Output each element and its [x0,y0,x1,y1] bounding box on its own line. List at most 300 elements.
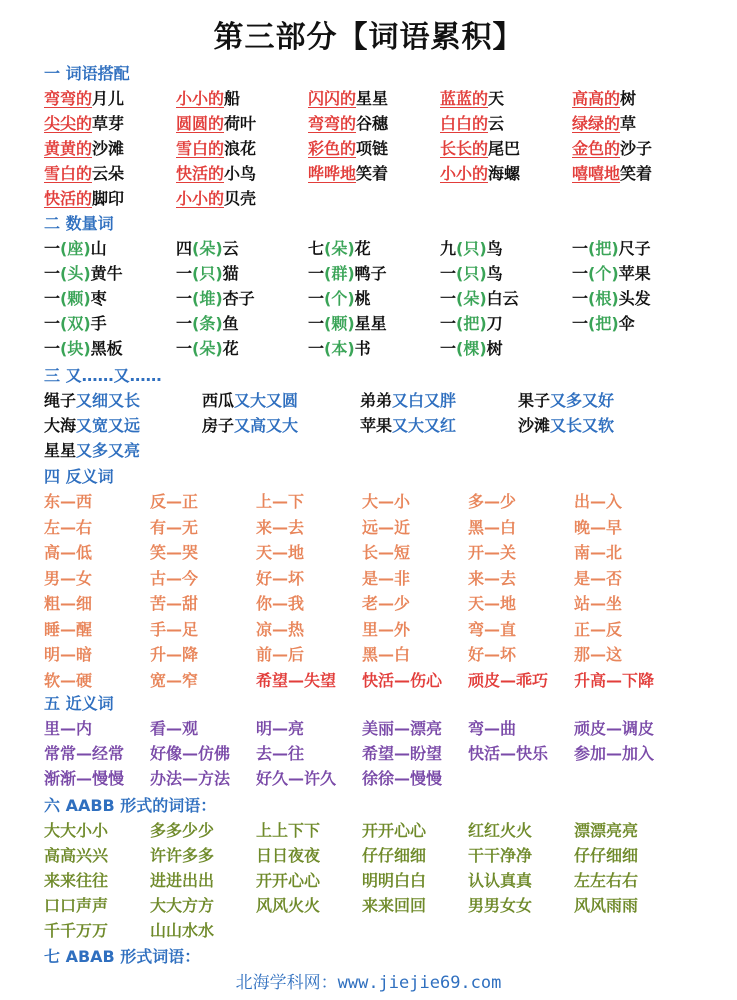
synonym-pair: 好久—许久 [256,769,337,788]
aabb-row [44,818,639,843]
measure-classifier: (把) [588,239,619,258]
section-heading: 五 近义词 [44,694,114,713]
synonym-pair: 快活—快乐 [468,744,549,763]
measure-word-cell [572,261,651,286]
antonym-pair: 是—非 [362,568,411,588]
measure-classifier: (朵) [456,289,487,308]
section-heading: 三 又……又…… [44,366,162,385]
collocation-noun: 谷穗 [356,114,389,133]
antonym-pair: 多—少 [468,492,517,511]
aabb-word: 红红火火 [468,821,533,840]
antonym-pair: 来—去 [468,568,517,588]
measure-noun: 手 [90,314,107,333]
antonym-pair: 东—西 [44,492,93,511]
section-abab [44,945,200,969]
antonym-pair: 快活—伤心 [362,670,443,690]
measure-classifier: (颗) [60,289,91,308]
synonym-pair: 弯—曲 [468,719,517,738]
collocation-noun: 月儿 [92,89,125,108]
collocation-modifier: 弯弯的 [44,89,93,108]
measure-word-cell [440,311,503,336]
collocation-noun: 草芽 [92,114,125,133]
measure-noun: 枣 [90,289,107,308]
you-you-phrase: 又大又圆 [234,391,299,410]
measure-noun: 山 [90,239,107,258]
you-you-subject: 星星 [44,441,77,460]
section-aabb [44,794,639,943]
measure-word-cell [572,311,635,336]
measure-number: 一 [308,339,325,358]
measure-number: 一 [440,289,457,308]
synonym-pair: 好像—仿佛 [150,744,231,763]
section-antonyms [44,465,655,693]
synonym-pair: 办法—方法 [150,769,231,788]
collocation-noun: 沙滩 [92,139,125,158]
you-you-subject: 沙滩 [518,416,551,435]
antonym-pair: 好—坏 [256,568,305,588]
measure-noun: 黄牛 [90,264,123,283]
collocation-cell [176,161,256,186]
collocation-cell [44,111,124,136]
collocation-noun: 浪花 [224,139,257,158]
collocation-noun: 笑着 [620,164,653,183]
collocation-row [44,136,653,161]
collocation-cell [176,186,256,211]
antonym-pair: 粗—细 [44,594,93,613]
collocation-cell [44,86,124,111]
section-heading: 六 AABB 形式的词语： [44,796,217,815]
antonym-pair: 古—今 [150,568,199,588]
collocation-modifier: 小小的 [176,89,225,108]
you-you-phrase: 又长又软 [550,416,615,435]
antonym-pair: 里—外 [362,619,411,639]
measure-number: 七 [308,239,325,258]
aabb-word: 上上下下 [256,821,321,840]
antonym-pair: 天—地 [468,594,517,613]
aabb-word: 漂漂亮亮 [574,821,639,840]
measure-noun: 杏子 [222,289,255,308]
collocation-noun: 项链 [356,139,389,158]
aabb-word: 男男女女 [468,896,533,915]
measure-noun: 鸟 [486,239,503,258]
you-you-row [44,413,615,438]
collocation-modifier: 小小的 [176,189,225,208]
collocation-cell [44,186,124,211]
you-you-cell [518,413,614,438]
measure-word-cell [176,236,239,261]
antonym-pair: 升—降 [150,645,199,664]
antonym-pair: 老—少 [362,594,411,613]
collocation-cell [440,111,504,136]
collocation-noun: 贝壳 [224,189,257,208]
measure-word-cell [572,236,651,261]
antonym-pair: 笑—哭 [150,543,199,562]
measure-number: 一 [176,339,193,358]
collocation-modifier: 圆圆的 [176,114,225,133]
you-you-phrase: 又大又红 [392,416,457,435]
collocation-cell [572,86,636,111]
measure-classifier: (堆) [192,289,223,308]
measure-classifier: (座) [60,239,91,258]
measure-number: 一 [308,314,325,333]
synonym-pair: 渐渐—慢慢 [44,769,125,788]
antonym-pair: 苦—甜 [150,594,199,613]
measure-noun: 云 [222,239,239,258]
collocation-cell [176,136,256,161]
antonym-pair: 睡—醒 [44,619,93,639]
measure-classifier: (只) [456,264,487,283]
antonym-grid [44,489,655,693]
aabb-word: 山山水水 [150,921,215,940]
you-you-row [44,438,162,463]
measure-word-cell [44,236,107,261]
collocation-cell [308,136,388,161]
measure-word-row [44,261,651,286]
aabb-word: 高高兴兴 [44,846,109,865]
antonym-pair: 有—无 [150,517,199,537]
you-you-subject: 绳子 [44,391,77,410]
measure-classifier: (根) [588,289,619,308]
section-heading: 一 词语搭配 [44,64,130,83]
measure-word-row [44,286,651,311]
section-heading: 七 ABAB 形式词语： [44,947,201,966]
antonym-row [44,617,623,643]
aabb-word: 日日夜夜 [256,846,321,865]
measure-classifier: (只) [192,264,223,283]
collocation-modifier: 雪白的 [44,164,93,183]
collocation-row [44,86,637,111]
collocation-noun: 沙子 [620,139,653,158]
aabb-word: 仔仔细细 [574,846,639,865]
measure-number: 一 [176,289,193,308]
aabb-word: 左左右右 [574,871,639,890]
collocation-cell [440,86,504,111]
antonym-pair: 反—正 [150,492,199,511]
measure-word-cell [308,261,387,286]
measure-number: 一 [44,339,61,358]
section-measure-words [44,212,651,361]
section-synonyms [44,692,655,791]
measure-classifier: (本) [324,339,355,358]
aabb-word: 风风火火 [256,896,321,915]
measure-noun: 星星 [354,314,387,333]
measure-number: 一 [572,239,589,258]
antonym-pair: 希望—失望 [256,670,337,690]
antonym-pair: 男—女 [44,568,93,588]
collocation-row [44,186,257,211]
aabb-word: 口口声声 [44,896,109,915]
collocation-noun: 荷叶 [224,114,257,133]
you-you-cell [202,388,298,413]
collocation-noun: 云朵 [92,164,125,183]
collocation-noun: 海螺 [488,164,521,183]
collocation-cell [572,161,652,186]
antonym-pair: 你—我 [256,594,305,613]
measure-classifier: (把) [456,314,487,333]
you-you-row [44,388,615,413]
measure-number: 一 [44,289,61,308]
measure-classifier: (个) [588,264,619,283]
measure-number: 一 [308,264,325,283]
measure-number: 九 [440,239,457,258]
aabb-row [44,868,639,893]
measure-classifier: (头) [60,264,91,283]
collocation-row [44,111,637,136]
synonym-pair: 希望—盼望 [362,744,443,763]
measure-classifier: (朵) [192,239,223,258]
synonym-grid [44,716,655,791]
aabb-row [44,893,639,918]
measure-word-cell [440,286,519,311]
aabb-word: 认认真真 [468,871,533,890]
collocation-cell [572,136,652,161]
collocation-cell [44,136,124,161]
aabb-word: 千千万万 [44,921,109,940]
antonym-row [44,591,623,617]
collocation-modifier: 白白的 [440,114,489,133]
antonym-pair: 正—反 [574,619,623,639]
antonym-row [44,489,623,515]
measure-word-row [44,336,503,361]
you-you-subject: 苹果 [360,416,393,435]
antonym-row [44,540,623,566]
collocation-cell [440,161,520,186]
collocation-noun: 星星 [356,89,389,108]
synonym-pair: 常常—经常 [44,744,125,763]
measure-noun: 尺子 [618,239,651,258]
measure-classifier: (朵) [192,339,223,358]
synonym-row [44,716,655,741]
aabb-grid [44,818,639,943]
collocation-cell [308,161,388,186]
antonym-pair: 是—否 [574,568,623,588]
antonym-pair: 顽皮—乖巧 [468,670,549,690]
measure-word-cell [176,336,239,361]
antonym-pair: 大—小 [362,492,411,511]
measure-classifier: (块) [60,339,91,358]
measure-noun: 伞 [618,314,635,333]
antonym-pair: 手—足 [150,619,199,639]
measure-classifier: (群) [324,264,355,283]
measure-noun: 树 [486,339,503,358]
measure-word-cell [308,336,371,361]
page-title: 第三部分【词语累积】 [213,20,524,55]
collocation-modifier: 绿绿的 [572,114,621,133]
aabb-word: 进进出出 [150,871,215,890]
you-you-grid [44,388,615,463]
measure-number: 一 [308,289,325,308]
antonym-pair: 好—坏 [468,645,517,664]
collocation-noun: 脚印 [92,189,125,208]
synonym-pair: 明—亮 [256,719,305,738]
measure-number: 一 [440,264,457,283]
aabb-word: 许许多多 [150,846,215,865]
measure-word-cell [176,311,239,336]
collocation-noun: 天 [488,89,505,108]
measure-noun: 鱼 [222,314,239,333]
measure-word-cell [44,311,107,336]
collocation-cell [572,111,636,136]
collocation-grid [44,86,653,211]
footer-site-link[interactable]: www.jiejie69.com [337,973,502,993]
collocation-cell [440,136,520,161]
synonym-pair: 去—往 [256,744,305,763]
collocation-noun: 云 [488,114,505,133]
collocation-modifier: 闪闪的 [308,89,357,108]
measure-word-cell [440,236,503,261]
you-you-phrase: 又高又大 [234,416,299,435]
antonym-row [44,642,623,668]
measure-number: 一 [176,264,193,283]
antonym-pair: 远—近 [362,517,411,537]
aabb-word: 干干净净 [468,846,533,865]
you-you-subject: 弟弟 [360,391,393,410]
antonym-pair: 凉—热 [256,619,305,639]
antonym-pair: 上—下 [256,492,305,511]
antonym-row [44,566,623,592]
measure-noun: 花 [354,239,371,258]
you-you-subject: 果子 [518,391,551,410]
collocation-cell [176,111,256,136]
aabb-word: 大大方方 [150,896,215,915]
section-heading: 四 反义词 [44,467,114,486]
measure-number: 一 [572,289,589,308]
aabb-word: 开开心心 [256,871,321,890]
aabb-word: 明明白白 [362,871,427,890]
measure-noun: 鸭子 [354,264,387,283]
collocation-noun: 船 [224,89,241,108]
measure-noun: 白云 [486,289,519,308]
aabb-word: 来来回回 [362,896,427,915]
collocation-noun: 小鸟 [224,164,257,183]
you-you-phrase: 又多又亮 [76,441,141,460]
synonym-pair: 参加—加入 [574,744,655,763]
measure-noun: 苹果 [618,264,651,283]
aabb-word: 开开心心 [362,821,427,840]
measure-noun: 黑板 [90,339,123,358]
collocation-modifier: 弯弯的 [308,114,357,133]
collocation-modifier: 快活的 [44,189,93,208]
measure-word-cell [176,286,255,311]
measure-word-cell [44,261,123,286]
measure-noun: 花 [222,339,239,358]
you-you-phrase: 又白又胖 [392,391,457,410]
measure-number: 一 [44,264,61,283]
collocation-noun: 草 [620,114,637,133]
measure-classifier: (双) [60,314,91,333]
footer [0,968,737,993]
collocation-noun: 树 [620,89,637,108]
antonym-pair: 长—短 [362,543,411,562]
collocation-modifier: 嘻嘻地 [572,164,621,183]
measure-number: 一 [440,339,457,358]
collocation-modifier: 金色的 [572,139,621,158]
measure-noun: 猫 [222,264,239,283]
aabb-word: 仔仔细细 [362,846,427,865]
measure-classifier: (颗) [324,314,355,333]
collocation-row [44,161,653,186]
footer-label: 北海学科网： [235,973,338,993]
measure-word-cell [176,261,239,286]
you-you-subject: 房子 [202,416,235,435]
measure-number: 一 [176,314,193,333]
antonym-pair: 宽—窄 [150,670,199,690]
measure-number: 一 [440,314,457,333]
you-you-phrase: 又多又好 [550,391,615,410]
antonym-pair: 出—入 [574,492,623,511]
synonym-pair: 里—内 [44,719,93,738]
section-heading: 二 数量词 [44,214,114,233]
measure-number: 一 [572,264,589,283]
antonym-row [44,668,655,694]
you-you-cell [360,388,456,413]
you-you-cell [518,388,614,413]
antonym-pair: 晚—早 [574,517,623,537]
measure-word-cell [44,286,107,311]
measure-classifier: (把) [588,314,619,333]
collocation-modifier: 哗哗地 [308,164,357,183]
aabb-word: 多多少少 [150,821,215,840]
collocation-modifier: 蓝蓝的 [440,89,489,108]
antonym-pair: 高—低 [44,543,93,562]
antonym-pair: 弯—直 [468,619,517,639]
you-you-cell [44,388,140,413]
antonym-pair: 那—这 [574,645,623,664]
antonym-pair: 来—去 [256,517,305,537]
measure-word-cell [308,286,371,311]
measure-classifier: (条) [192,314,223,333]
antonym-pair: 升高—下降 [574,670,655,690]
measure-classifier: (个) [324,289,355,308]
collocation-modifier: 高高的 [572,89,621,108]
measure-classifier: (只) [456,239,487,258]
synonym-row [44,766,443,791]
antonym-pair: 明—暗 [44,645,93,664]
measure-number: 一 [44,314,61,333]
you-you-cell [202,413,298,438]
collocation-noun: 笑着 [356,164,389,183]
collocation-modifier: 长长的 [440,139,489,158]
collocation-modifier: 雪白的 [176,139,225,158]
collocation-modifier: 黄黄的 [44,139,93,158]
antonym-pair: 黑—白 [362,645,411,664]
you-you-subject: 大海 [44,416,77,435]
measure-word-cell [308,311,387,336]
measure-noun: 桃 [354,289,371,308]
you-you-phrase: 又细又长 [76,391,141,410]
collocation-modifier: 小小的 [440,164,489,183]
synonym-pair: 看—观 [150,719,199,738]
measure-word-cell [44,336,123,361]
measure-noun: 头发 [618,289,651,308]
antonym-pair: 南—北 [574,543,623,562]
antonym-pair: 软—硬 [44,670,93,690]
you-you-cell [44,438,140,463]
aabb-word: 来来往往 [44,871,109,890]
measure-classifier: (棵) [456,339,487,358]
measure-noun: 鸟 [486,264,503,283]
measure-word-cell [572,286,651,311]
aabb-row [44,843,639,868]
measure-number: 一 [44,239,61,258]
collocation-cell [308,86,388,111]
synonym-row [44,741,655,766]
antonym-row [44,515,623,541]
aabb-row [44,918,216,943]
antonym-pair: 站—坐 [574,594,623,613]
synonym-pair: 徐徐—慢慢 [362,769,443,788]
aabb-word: 大大小小 [44,821,109,840]
